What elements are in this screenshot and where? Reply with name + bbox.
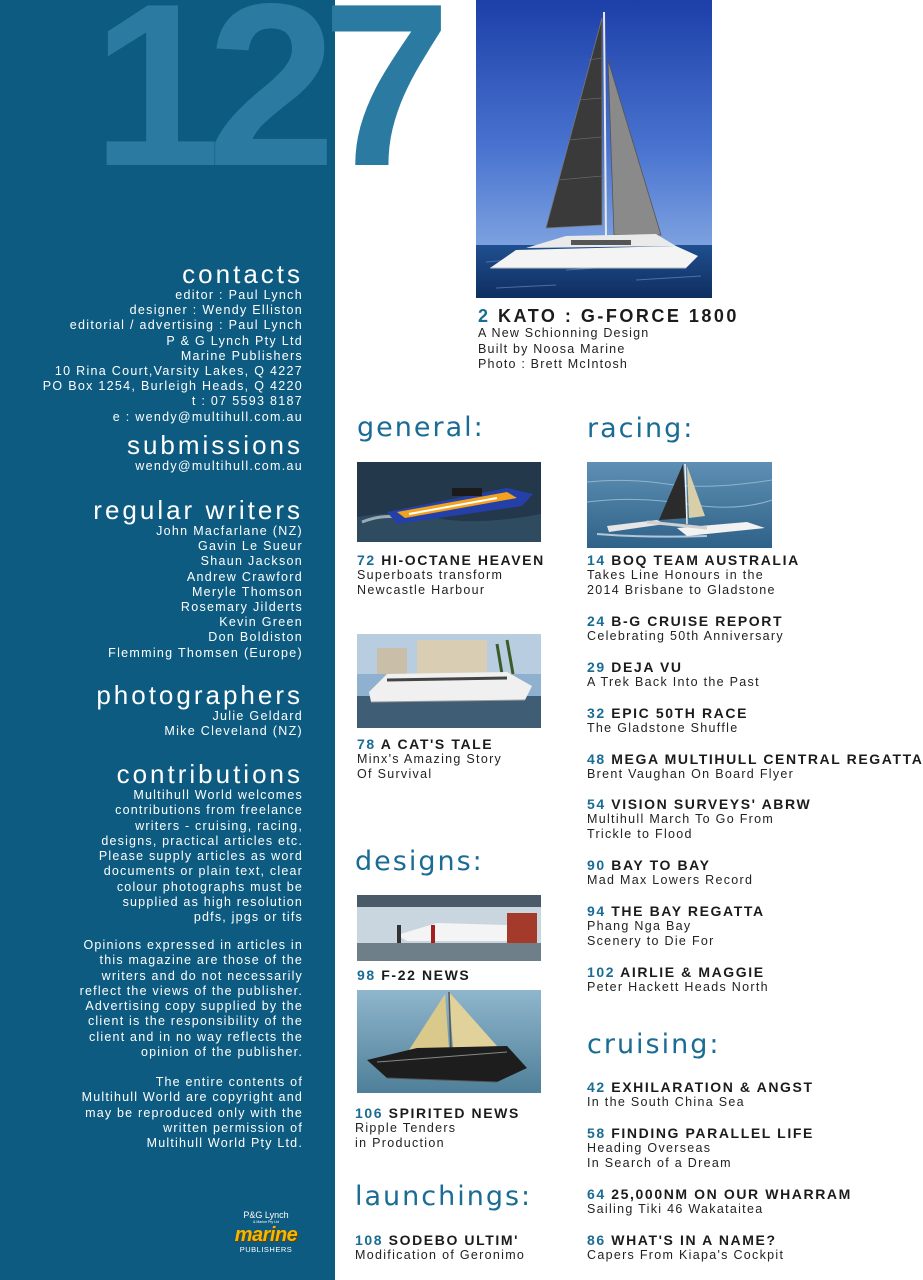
article-entry[interactable] — [587, 857, 907, 888]
article-page-number: 106 — [355, 1105, 384, 1121]
article-page-number: 98 — [357, 967, 376, 983]
disclaimer-line: this magazine are those of the — [99, 953, 303, 968]
article-subtitle: 2014 Brisbane to Gladstone — [587, 583, 776, 598]
cover-photo — [476, 0, 712, 298]
article-title-text: THE BAY REGATTA — [611, 903, 765, 919]
article-title — [587, 857, 907, 873]
writer-name: Don Boldiston — [208, 630, 303, 645]
racing-heading: racing: — [587, 413, 695, 444]
article-title — [587, 613, 907, 629]
contributions-line: Multihull World welcomes — [133, 788, 303, 802]
article-subtitle: The Gladstone Shuffle — [587, 721, 739, 735]
article-subtitle: A Trek Back Into the Past — [587, 675, 760, 689]
article-entry[interactable] — [587, 1186, 907, 1217]
article-title-text: A CAT'S TALE — [380, 736, 494, 752]
article-entry[interactable] — [587, 613, 907, 644]
cover-caption-line: Photo : Brett McIntosh — [478, 357, 629, 371]
copyright-line: Multihull World are copyright and — [81, 1090, 303, 1105]
article-title-text: EXHILARATION & ANGST — [611, 1079, 814, 1095]
article-title — [587, 659, 907, 675]
contacts-line: 10 Rina Court,Varsity Lakes, Q 4227 — [54, 364, 303, 379]
disclaimer-line: writers and do not necessarily — [101, 968, 303, 983]
article-title-text: SODEBO ULTIM' — [388, 1232, 520, 1248]
contacts-line: editorial / advertising : Paul Lynch — [69, 318, 303, 333]
article-subtitle: Trickle to Flood — [587, 827, 693, 842]
general-heading: general: — [357, 412, 485, 443]
cruising-heading: cruising: — [587, 1029, 721, 1060]
article-page-number: 94 — [587, 903, 606, 919]
logo-bottom-text: PUBLISHERS — [239, 1245, 293, 1254]
article-subtitle: Scenery to Die For — [587, 934, 715, 949]
writer-name: Meryle Thomson — [191, 584, 303, 599]
article-page-number: 48 — [587, 751, 606, 767]
submissions-email-link[interactable]: wendy@multihull.com.au — [135, 459, 303, 473]
article-title-text: HI-OCTANE HEAVEN — [381, 552, 545, 568]
photographer-name: Julie Geldard — [212, 709, 303, 723]
regular-writers-block — [93, 496, 303, 661]
contacts-line: Marine Publishers — [180, 348, 303, 363]
article-subtitle: Sailing Tiki 46 Wakataitea — [587, 1202, 764, 1216]
cover-caption-line: A New Schionning Design — [478, 326, 650, 340]
contributions-line: supplied as high resolution — [122, 895, 303, 910]
article-subtitle: Brent Vaughan On Board Flyer — [587, 767, 795, 781]
copyright-line: The entire contents of — [155, 1075, 303, 1089]
cover-title-text: KATO : G-FORCE 1800 — [498, 306, 739, 326]
regular-writers-heading: regular writers — [93, 495, 303, 525]
logo-main-text: marine — [234, 1224, 298, 1246]
article-page-number: 14 — [587, 552, 606, 568]
article-subtitle: Capers From Kiapa's Cockpit — [587, 1248, 785, 1262]
article-title — [587, 903, 907, 919]
article-page-number: 58 — [587, 1125, 606, 1141]
article-subtitle: Multihull March To Go From — [587, 812, 775, 826]
article-title — [587, 1079, 907, 1095]
copyright-line: written permission of — [163, 1120, 303, 1135]
article-title-text: SPIRITED NEWS — [388, 1105, 520, 1121]
article-subtitle: Ripple Tenders — [355, 1121, 457, 1135]
catamaran-marina-photo — [357, 634, 541, 728]
article-page-number: 108 — [355, 1232, 384, 1248]
marine-publishers-logo — [228, 1210, 304, 1266]
article-title — [587, 552, 907, 568]
contacts-line: designer : Wendy Elliston — [129, 303, 303, 318]
article-title — [587, 796, 907, 812]
article-subtitle: Newcastle Harbour — [357, 583, 486, 598]
submissions-heading: submissions — [126, 430, 303, 460]
photographers-heading: photographers — [96, 680, 303, 710]
cover-caption-line: Built by Noosa Marine — [478, 341, 626, 356]
disclaimer-line: Advertising copy supplied by the — [85, 999, 303, 1014]
writer-name: Flemming Thomsen (Europe) — [108, 645, 303, 660]
writer-name: Rosemary Jilderts — [180, 600, 303, 615]
article-entry[interactable] — [587, 903, 907, 950]
cover-page-number: 2 — [478, 306, 491, 326]
writer-name: Shaun Jackson — [200, 554, 303, 569]
contributions-line: pdfs, jpgs or tifs — [193, 910, 303, 925]
copyright-line: may be reproduced only with the — [85, 1105, 303, 1120]
writer-name: Gavin Le Sueur — [197, 539, 303, 554]
article-title-text: EPIC 50TH RACE — [611, 705, 749, 721]
logo-top-text: P&G Lynch — [243, 1210, 289, 1220]
article-subtitle: Takes Line Honours in the — [587, 568, 765, 582]
article-entry[interactable] — [587, 705, 907, 736]
article-subtitle: in Production — [355, 1136, 445, 1151]
article-entry[interactable] — [587, 552, 907, 599]
article-title-text: F-22 NEWS — [381, 967, 471, 983]
article-title-text: WHAT'S IN A NAME? — [611, 1232, 777, 1248]
article-page-number: 78 — [357, 736, 376, 752]
contributions-line: Please supply articles as word — [98, 849, 303, 864]
disclaimer-line: Opinions expressed in articles in — [83, 938, 303, 952]
photographer-name: Mike Cleveland (NZ) — [164, 724, 303, 739]
contributions-line: contributions from freelance — [115, 803, 303, 818]
article-page-number: 90 — [587, 857, 606, 873]
contacts-line: t : 07 5593 8187 — [191, 394, 303, 409]
photographers-block — [96, 681, 303, 739]
issue-number: 127 — [92, 0, 438, 215]
article-title-text: AIRLIE & MAGGIE — [620, 964, 765, 980]
boatyard-photo — [357, 895, 541, 961]
contacts-line: editor : Paul Lynch — [175, 288, 303, 302]
article-subtitle: Of Survival — [357, 767, 433, 782]
disclaimer-line: opinion of the publisher. — [140, 1045, 303, 1060]
article-title — [587, 964, 907, 980]
article-title — [357, 736, 677, 752]
powerboat-photo — [357, 462, 541, 542]
submissions-block — [127, 431, 303, 474]
contributions-line: writers - cruising, racing, — [135, 818, 303, 833]
contributions-line: colour photographs must be — [116, 879, 303, 894]
article-entry[interactable] — [587, 1079, 907, 1110]
article-title — [587, 751, 923, 767]
launchings-heading: launchings: — [355, 1181, 533, 1212]
writer-name: Kevin Green — [219, 615, 303, 630]
copyright-line: Multihull World Pty Ltd. — [146, 1136, 303, 1151]
contributions-line: designs, practical articles etc. — [101, 833, 303, 848]
article-subtitle: In Search of a Dream — [587, 1156, 732, 1171]
copyright-block — [82, 1075, 303, 1151]
article-page-number: 54 — [587, 796, 606, 812]
writer-name: Andrew Crawford — [186, 569, 303, 584]
article-title-text: BOQ TEAM AUSTRALIA — [611, 552, 800, 568]
article-title-text: BAY TO BAY — [611, 857, 711, 873]
disclaimer-line: client is the responsibility of the — [87, 1014, 303, 1029]
article-page-number: 42 — [587, 1079, 606, 1095]
article-page-number: 64 — [587, 1186, 606, 1202]
article-title-text: B-G CRUISE REPORT — [611, 613, 784, 629]
writer-name: John Macfarlane (NZ) — [156, 524, 303, 538]
article-entry[interactable] — [587, 1232, 907, 1263]
article-title — [587, 1186, 907, 1202]
article-entry[interactable] — [587, 659, 907, 690]
racing-trimaran-photo — [587, 462, 772, 548]
article-subtitle: Minx's Amazing Story — [357, 752, 503, 766]
article-subtitle: Modification of Geronimo — [355, 1248, 526, 1262]
article-page-number: 102 — [587, 964, 616, 980]
article-title — [587, 1125, 907, 1141]
article-entry[interactable] — [587, 751, 923, 782]
article-subtitle: Mad Max Lowers Record — [587, 873, 754, 887]
article-entry[interactable] — [587, 1125, 907, 1172]
contributions-line: documents or plain text, clear — [103, 864, 303, 879]
article-title — [587, 705, 907, 721]
contacts-heading: contacts — [182, 259, 303, 289]
article-title-text: FINDING PARALLEL LIFE — [611, 1125, 814, 1141]
cover-title[interactable] — [478, 306, 739, 326]
article-page-number: 32 — [587, 705, 606, 721]
contacts-block — [43, 260, 303, 425]
contributions-heading: contributions — [116, 759, 303, 789]
article-page-number: 72 — [357, 552, 376, 568]
article-title-text: MEGA MULTIHULL CENTRAL REGATTA — [611, 751, 923, 767]
article-entry[interactable] — [587, 964, 907, 995]
article-page-number: 29 — [587, 659, 606, 675]
article-subtitle: Heading Overseas — [587, 1141, 712, 1155]
article-title — [587, 1232, 907, 1248]
logo-sub-text: & Marine Pty Ltd — [253, 1220, 279, 1224]
article-subtitle: Superboats transform — [357, 568, 504, 582]
article-subtitle: Phang Nga Bay — [587, 919, 692, 933]
article-entry[interactable] — [587, 796, 907, 843]
designs-heading: designs: — [355, 846, 484, 877]
article-subtitle: Celebrating 50th Anniversary — [587, 629, 784, 643]
article-title-text: 25,000NM ON OUR WHARRAM — [611, 1186, 852, 1202]
disclaimer-line: reflect the views of the publisher. — [79, 983, 303, 998]
contributions-block — [99, 760, 303, 926]
disclaimer-line: client and in no way reflects the — [88, 1029, 303, 1044]
article-title-text: DEJA VU — [611, 659, 683, 675]
article-subtitle: Peter Hackett Heads North — [587, 980, 769, 994]
disclaimer-block — [80, 938, 303, 1060]
design-render-photo — [357, 990, 541, 1093]
contacts-email-link[interactable]: e : wendy@multihull.com.au — [112, 409, 303, 424]
contacts-line: P & G Lynch Pty Ltd — [166, 333, 303, 348]
article-title-text: VISION SURVEYS' ABRW — [611, 796, 812, 812]
article-subtitle: In the South China Sea — [587, 1095, 745, 1109]
article-page-number: 86 — [587, 1232, 606, 1248]
cover-caption — [478, 306, 739, 373]
contacts-line: PO Box 1254, Burleigh Heads, Q 4220 — [42, 379, 303, 394]
article-page-number: 24 — [587, 613, 606, 629]
